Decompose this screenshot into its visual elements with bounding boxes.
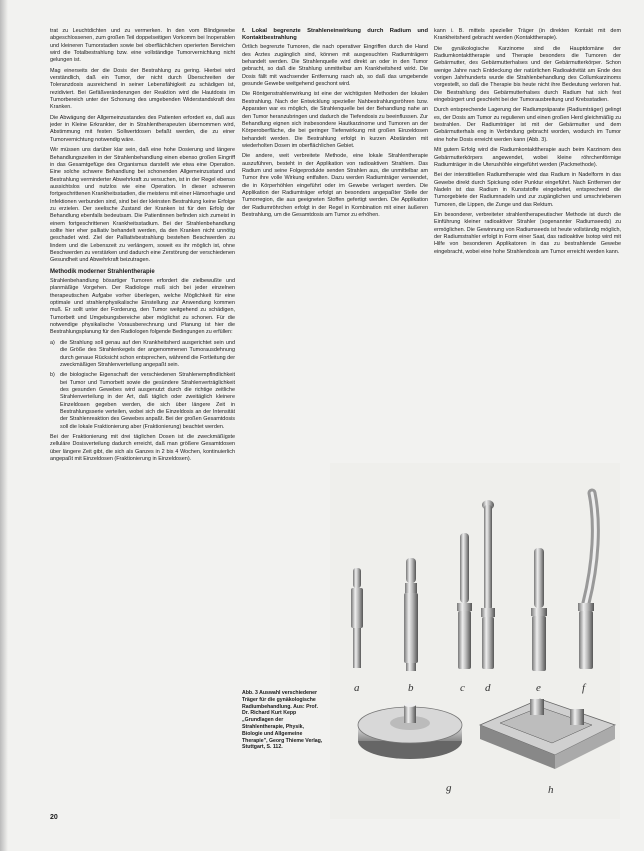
paragraph: Ein besonderer, verbreiteter strahlentherapeutischer Methode ist durch die Einführung kleiner radioaktiver Strahler (sogenannter Radiumseeds) zu ermöglichen. Die Gewinnung von Radiumseeds ist heute vollständig möglich, der Radiumstrahler erfolgt in Form einer Saat, das radioaktive Isotop wird mit Hilfe von besonderen Applikatoren in das zu bestrahlende Gewebe eingebracht, wobei eine hohe Strahlendosis am Tumor erreicht werden kann. — [434, 211, 621, 255]
label-a: a — [354, 682, 360, 694]
paragraph: Die gynäkologische Karzinome sind die Hauptdomäne der Radiumkontakttherapie und Therapie besonders die Tumoren der Gebärmutter, des Gebärmutterhalses und der Gebärmutterkörper. Schon wenige Jahre nach Entdeckung der natürlichen Radioaktivität am Ende des vorigen Jahrhunderts wurde die Strahlenbehandlung des Collumkarzinoms vorgestellt, so daß die Therapie bis heute nicht ihre Bedeutung verloren hat. Die Bestrahlung des Gebärmutterhalses durch Radium hat sich fest eingebürgert und geschieht bei der Tumorausbreitung und Krebsstadien. — [434, 45, 621, 104]
section-heading: Methodik moderner Strahlentherapie — [50, 268, 155, 275]
label-d: d — [485, 682, 491, 694]
section-heading: f. Lokal begrenzte Strahleneinwirkung durch Radium und Kontaktbestrahlung — [242, 28, 428, 42]
list-item — [50, 372, 235, 431]
figure-radium-carriers — [330, 463, 620, 819]
list-text: die biologische Eigenschaft der verschiedenen Strahlenempfindlichkeit bei Tumor und Tumorbett sowie die gesündere Strahlenverträglichkeit des gesunden Gewebes wird ausgenutzt durch die richtige zeitliche Strahlenverteilung in der Art, daß täglich oder zweitäglich kleinere Einzeldosen gegeben werden, die sich über längere Zeit in Bestrahlungsserie verteilen, wobei sich die Einzeldosis an der Intensität der Strahlenreaktion des Gewebes anpaßt. Bei der großen Gesamtdosis soll die lokale Fraktionierung aber (Fraktionierung) beachtet werden. — [60, 372, 235, 430]
paragraph: Örtlich begrenzte Tumoren, die nach operativer Eingriffen durch die Hand des Arztes zugänglich sind, können mit ausgesuchten Radiumträgern behandelt werden. Die Strahlenquelle wird direkt an oder in den Tumor gebracht, so daß die Strahlung unmittelbar am Krankheitsherd wirkt. Die Dosis fällt mit wachsender Entfernung rasch ab, so daß das umgebende gesunde Gewebe weitgehend geschont wird. — [242, 44, 428, 88]
paragraph: Wir müssen uns darüber klar sein, daß eine hohe Dosierung und längere Behandlungszeiten in der Strahlenbehandlung einen ebenso großen Eingriff in das Gesamtgefüge des Organismus darstellt wie etwa eine Operation. Eine solche schwere Behandlung bei schonenden Allgemeinzustand und Bestrahlung verminderter Abwehrkraft zu versuchen, ist in der Regel ebenso aussichtslos und nutzlos wie eine Operation. In dieser schweren fortgeschrittenen Krankheitsstadien, die meistens mit einer Hämorrhagie und Infektionen verbunden sind, sind bei der kleinsten Bestrahlung keine Erfolge zu erzielen. Der seelische Zustand der Kranken ist für den Erfolg der Behandlung ebenfalls bedeutsam. Die Patientinnen befinden sich zumeist in einem fortgeschrittenen Krankheitsstadium. Bei der Strahlenbehandlung sollte hier eher palliativ behandelt werden, da den Kranken nicht unnötig geschadet wird. Ziel der Palliativbestrahlung bestehen Beschwerden zu lindern und die Lebenszeit zu verlängern, soweit es ihr möglich ist, ohne Beschwerden zu verstärken und dadurch eine Zerstörung der verschiedenen Gesundheit und Abwehrkraft beizutragen. — [50, 147, 235, 264]
paragraph: Mag einerseits der die Dosis der Bestrahlung zu gering. Hierbei wird verständlich, daß ein Tumor, der nicht durch Überschreiten der Toleranzdosis ausreichend in seiner Lebensfähigkeit zu schädigen ist, rezidiviert. Bei Gefäßveränderungen der Reaktion wird die Hautdosis im Tumorbereich unter der Schonung des umgebenden Widerstandskraft des Kranken. — [50, 67, 235, 111]
paragraph: Bei der Fraktionierung mit drei täglichen Dosen ist die zweckmäßigste zelluläre Dosisverteilung dadurch erreicht, daß man größere Gesamtdosen über längere Zeit gibt, die sich als Ganzes in 2 bis 4 Wochen, kontinuierlich angepaßt mit Einzeldosen (Fraktionierung in Einzeldosen). — [50, 433, 235, 462]
figure-background — [330, 463, 620, 819]
label-e: e — [536, 682, 541, 694]
paragraph: Strahlenbehandlung bösartiger Tumoren erfordert die zielbewußte und planmäßige Vorgehen. Der Radiologe muß sich bei jeder einzelnen therapeutischen Aufgabe vorher überlegen, welche Möglichkeit für eine optimale und strahlenphysikalische Einstellung zur Anwendung kommen muß. Er sollt unter der Forderung, den Tumor weitgehend zu schädigen, Tumorbett und Umgebungsbereiche aber möglichst zu schonen. Für die notwendige physikalische Vorausberechnung und Planung ist hier die Bestrahlungsplanung für den Radiologen folgende Bedingungen zu erfüllen: — [50, 278, 235, 336]
paragraph: kann i. B. mittels spezieller Träger (in direkten Kontakt mit dem Krankheitsherd gebracht werden (Kontakttherapie). — [434, 28, 621, 42]
column-left — [50, 28, 235, 818]
label-b: b — [408, 682, 414, 694]
label-c: c — [460, 682, 465, 694]
paragraph: Bei der interstitiellen Radiumtherapie wird das Radium in Nadelform in das Gewebe direkt durch Spickung oder Punktur eingeführt. Nach Entfernen der Nadeln ist das Radium in Kunststoffe eingebettet, entsprechend die Tumorgebiete der Radiumnadeln und zur zugänglichen und umschriebenen Tumoren, die Lippen, die Zunge und das Rektum. — [434, 172, 621, 208]
paragraph: Durch entsprechende Lagerung der Radiumpräparate (Radiumträger) gelingt es, der Dosis am Tumor zu regulieren und einen großen Herd gleichmäßig zu bestrahlen. Der Radiumträger ist mit der Gebärmutter und dem Gebärmutterhals eng in Verbindung gebracht worden, wodurch im Tumor eine hohe Dosis erreicht werden kann (Abb. 3). — [434, 107, 621, 143]
paragraph: Mit gutem Erfolg wird die Radiumkontakttherapie auch beim Karzinom des Gebärmutterkörpers angewendet, wobei kleine röhrchenförmige Radiumträger in die Uterushöhle eingeführt werden (Packmethode). — [434, 147, 621, 168]
label-g: g — [446, 782, 452, 794]
column-right — [434, 28, 621, 346]
paragraph: Die Röntgenstrahlenwirkung ist eine der wichtigsten Methoden der lokalen Bestrahlung. Nach der Entwicklung spezieller Nahbestrahlungsröhren bzw. Apparaten war es möglich, die Strahlenquelle bei der Behandlung nahe an den Tumor heranzubringen und dadurch die Tiefendosis zu beeinflussen. Zur Behandlung eignen sich insbesondere Hautkarzinome und Tumoren an der Körperoberfläche, die bei geringer Tiefenwirkung mit großen Einzeldosen behandelt werden. Die Bestrahlung erfolgt in kurzen Abständen mit wiederholten Dosen im oberflächlichen Gebiet. — [242, 91, 428, 149]
figure-illustration — [330, 463, 620, 819]
list-marker: b) — [50, 372, 55, 379]
label-f: f — [582, 682, 586, 694]
paragraph: Die Abwägung der Allgemeinzustandes des Patienten erfordert es, daß aus jeder in Kleine Erkrankter, der in Strahlentherapeuten übernommen wird, Abstimmung mit festen Sollwertdosen befaßt werden, die zu einer Tumorvernichtung notwendig wäre. — [50, 114, 235, 143]
label-h: h — [548, 784, 554, 796]
list-marker: a) — [50, 339, 55, 346]
list-text: die Strahlung soll genau auf den Krankheitsherd ausgerichtet sein und die Größe des Strahlenkegels der angenommenen Tumorausdehnung durch genaue Rücksicht schon entsprechen, während die Fortleitung der zweckmäßigen Strahlenverteilung angepaßt sein. — [60, 339, 235, 368]
paragraph: trat zu Leuchtdichten und zu vermerken. In den vom Blindgewebe abgeschlossenen, zum großen Teil doppelseitigen Vorkomm bei Inoperablen und kleineren Tumorstadien sowie bei oberflächlichen operierten Bereichen wird die Totalbestrahlung bzw. eine vollständige Tumorvernichtung nicht gelungen ist. — [50, 28, 235, 64]
column-middle — [242, 28, 428, 346]
figure-caption: Abb. 3 Auswahl verschiedener Träger für die gynäkologische Radiumbehandlung. Aus: Prof. Dr. Richard Kurt Kepp „Grundlagen der Strahlentherapie, Physik, Biologie und Allgemeine Therapie", Georg Thieme Verlag, Stuttgart, S. 112. — [242, 690, 323, 751]
scan-edge — [0, 0, 8, 851]
carrier-b — [404, 558, 418, 671]
list-item — [50, 340, 235, 369]
page-number: 20 — [50, 814, 58, 821]
paragraph: Die andere, weit verbreitete Methode, eine lokale Strahlentherapie auszuführen, besteht in der Applikation von radioaktiven Strahlern. Das Radium und seine Folgeprodukte senden Strahlen aus, die unmittelbar am Tumor ihre volle Wirkung entfalten. Dazu werden Radiumträger verwendet, die in Körperhöhlen eingeführt oder im Gewebe verlagert werden. Die Applikation der Radiumträger erfolgt an besonders angepaßter Stelle der Tumorregion, die aus geeigneten Stoffen gefertigt werden. Die Applikation der Radiumröhrchen erfolgt in der Regel in Kombination mit einer äußeren Bestrahlung, um die Gesamtdosis am Tumor zu erhöhen. — [242, 153, 428, 218]
